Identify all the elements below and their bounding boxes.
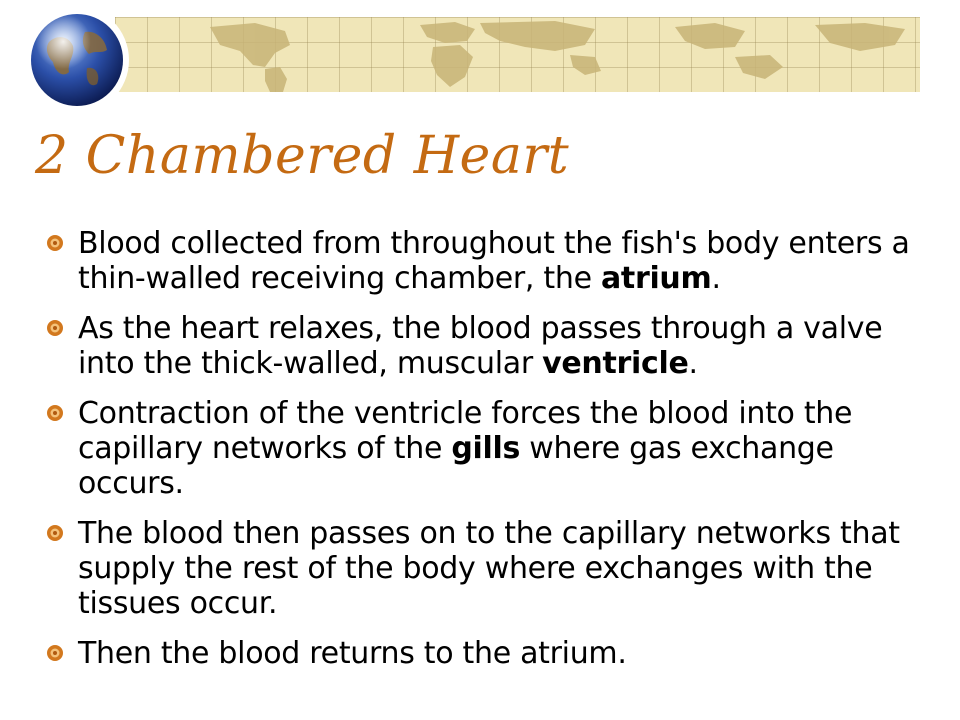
- world-map-banner: [115, 17, 920, 92]
- bullet-item: [46, 311, 946, 381]
- bullet-item: [46, 226, 946, 296]
- bullet-list: [46, 226, 946, 686]
- slide-title: 2 Chambered Heart: [35, 126, 570, 186]
- gear-bullet-icon: [46, 234, 64, 252]
- gear-bullet-icon: [46, 524, 64, 542]
- gear-bullet-icon: [46, 319, 64, 337]
- world-map-image: [115, 17, 920, 92]
- gear-bullet-icon: [46, 644, 64, 662]
- bullet-item: [46, 396, 946, 501]
- globe-icon: [29, 12, 125, 108]
- bullet-text: As the heart relaxes, the blood passes through a valve into the thick-walled, muscular ventricle.: [78, 311, 883, 381]
- bullet-text: Then the blood returns to the atrium.: [78, 636, 627, 671]
- bullet-text: The blood then passes on to the capillary networks that supply the rest of the body where exchanges with the tissues occur.: [78, 516, 900, 621]
- bullet-text: Contraction of the ventricle forces the blood into the capillary networks of the gills where gas exchange occurs.: [78, 396, 853, 501]
- bullet-text: Blood collected from throughout the fish's body enters a thin-walled receiving chamber, the atrium.: [78, 226, 910, 296]
- bullet-item: [46, 516, 946, 621]
- bullet-item: [46, 636, 946, 671]
- gear-bullet-icon: [46, 404, 64, 422]
